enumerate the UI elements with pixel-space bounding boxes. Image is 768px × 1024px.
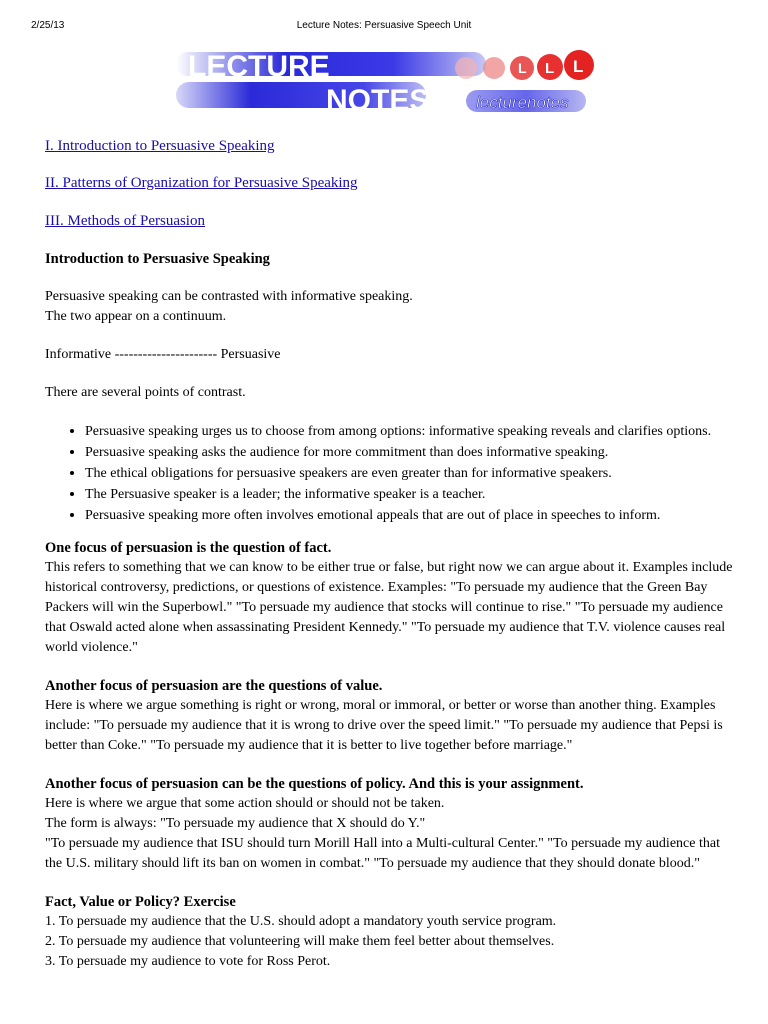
l-bubble-icon	[455, 57, 477, 79]
list-item: • Persuasive speaking more often involves emotional appeals that are out of place in speeches to inform.	[85, 505, 735, 526]
contrast-intro-text: There are several points of contrast.	[45, 385, 246, 400]
intro-heading-block	[45, 249, 735, 269]
exercise-item: 3. To persuade my audience to vote for Ross Perot.	[45, 954, 331, 969]
lecture-content	[45, 136, 735, 990]
policy-line-2: The form is always: "To persuade my audience that X should do Y."	[45, 816, 426, 831]
value-heading: Another focus of persuasion are the questions of value.	[45, 678, 383, 694]
toc-link-introduction[interactable]: I. Introduction to Persuasive Speaking	[45, 138, 275, 154]
lecture-notes-banner	[176, 46, 596, 118]
intro-paragraph	[45, 287, 735, 327]
toc-link-patterns[interactable]: II. Patterns of Organization for Persuasive Speaking	[45, 175, 358, 191]
exercise-section	[45, 892, 735, 972]
continuum-line	[45, 345, 735, 365]
policy-line-3: "To persuade my audience that ISU should turn Morill Hall into a Multi-cultural Center." "To persuade my audience that the U.S. military should lift its ban on women in combat." "To persuade my audience that they should donate blood."	[45, 836, 720, 871]
l-bubble-icon	[483, 57, 505, 79]
l-letter: L	[573, 57, 584, 76]
list-item: • The Persuasive speaker is a leader; the informative speaker is a teacher.	[85, 484, 735, 505]
exercise-heading: Fact, Value or Policy? Exercise	[45, 894, 236, 910]
fact-section	[45, 538, 735, 658]
value-section	[45, 676, 735, 756]
exercise-item: 2. To persuade my audience that volunteering will make them feel better about themselves.	[45, 934, 555, 949]
intro-line-2: The two appear on a continuum.	[45, 309, 227, 324]
list-item: • The ethical obligations for persuasive speakers are even greater than for informative speakers.	[85, 463, 735, 484]
policy-heading: Another focus of persuasion can be the questions of policy. And this is your assignment.	[45, 776, 584, 792]
contrast-list	[45, 421, 735, 526]
intro-line-1: Persuasive speaking can be contrasted with informative speaking.	[45, 289, 413, 304]
policy-line-1: Here is where we argue that some action should or should not be taken.	[45, 796, 445, 811]
print-header	[0, 20, 768, 34]
toc-link-methods[interactable]: III. Methods of Persuasion	[45, 213, 205, 229]
fact-text: This refers to something that we can know to be either true or false, but right now we can argue about it. Examples include historical controversy, predictions, or questions of existence. Examples: "To persuade my audience that the Green Bay Packers will win the Superbowl." "To persuade my audience that stocks will continue to rise." "To persuade my audience that Oswald acted alone when assassinating President Kennedy." "To persuade my audience that T.V. violence causes real world violence."	[45, 560, 733, 655]
print-title: Lecture Notes: Persuasive Speech Unit	[296, 20, 472, 31]
fact-heading: One focus of persuasion is the question of fact.	[45, 540, 332, 556]
exercise-item: 1. To persuade my audience that the U.S. should adopt a mandatory youth service program.	[45, 914, 557, 929]
print-date: 2/25/13	[31, 20, 65, 31]
list-item: • Persuasive speaking urges us to choose from among options: informative speaking reveals and clarifies options.	[85, 421, 735, 442]
contrast-intro	[45, 383, 735, 403]
l-letter: L	[545, 60, 555, 77]
banner-line2: NOTES	[326, 84, 430, 117]
banner-line1: LECTURE	[188, 50, 330, 83]
intro-heading: Introduction to Persuasive Speaking	[45, 251, 270, 267]
l-letter: L	[518, 60, 527, 76]
continuum-text: Informative ---------------------- Persuasive	[45, 347, 281, 362]
value-text: Here is where we argue something is right or wrong, moral or immoral, or better or worse than another thing. Examples include: "To persuade my audience that it is wrong to drive over the speed limit." "To persuade my audience that Pepsi is better than Coke." "To persuade my audience that it is better to live together before marriage."	[45, 698, 723, 753]
list-item: • Persuasive speaking asks the audience for more commitment than does informative speaking.	[85, 442, 735, 463]
banner-sub: lecturenotes	[476, 93, 569, 112]
policy-section	[45, 774, 735, 874]
